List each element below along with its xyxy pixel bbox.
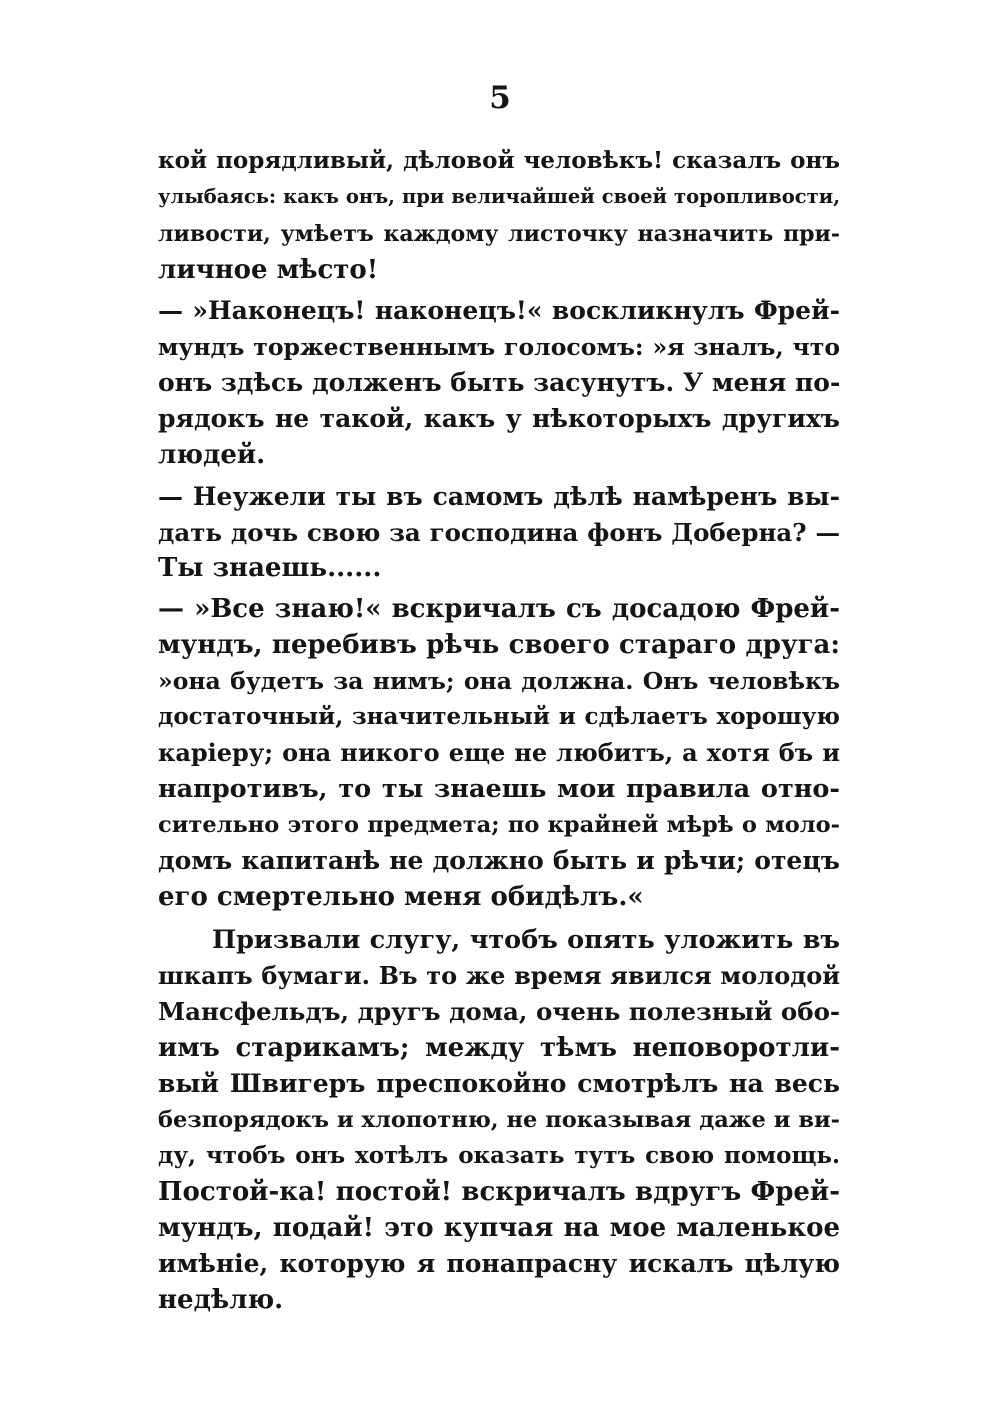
text-line: вый Швигеръ преспокойно смотрѣлъ на весь [158, 1069, 840, 1098]
text-line: Призвали слугу, чтобъ опять уложить въ [212, 925, 840, 955]
page-number: 5 [489, 80, 511, 116]
text-line: недѣлю. [158, 1285, 284, 1315]
text-line: онъ здѣсь долженъ быть засунутъ. У меня по- [158, 368, 841, 397]
text-line: напротивъ, то ты знаешь мои правила отно- [158, 774, 840, 804]
text-line: мундъ, подай! это купчая на мое маленькое [158, 1213, 840, 1243]
text-line: мундъ, перебивъ рѣчь своего стараго друга: [158, 630, 840, 660]
text-line: личное мѣсто! [158, 255, 379, 285]
text-line: ливости, умѣетъ каждому листочку назначить при- [158, 221, 840, 247]
text-line: имъ старикамъ; между тѣмъ неповоротли- [158, 1033, 840, 1063]
text-line: шкапъ бумаги. Въ то же время явился молодой [158, 961, 840, 990]
text-line: улыбаясь: какъ онъ, при величайшей своей торопливости, [158, 185, 840, 208]
text-line: ду, чтобъ онъ хотѣлъ оказать тутъ свою помощь. [158, 1142, 840, 1169]
text-line: Мансфельдъ, другъ дома, очень полезный обо- [158, 997, 841, 1026]
text-line: — Неужели ты въ самомъ дѣлѣ намѣренъ вы- [158, 482, 840, 511]
text-line: дать дочь свою за господина фонъ Доберна? — [158, 518, 840, 547]
text-line: имѣнiе, которую я понапрасну искалъ цѣлую [158, 1249, 840, 1278]
text-line: его смертельно меня обидѣлъ.« [158, 882, 644, 912]
text-line: Постой-ка! постой! вскричалъ вдругъ Фрей- [158, 1177, 840, 1207]
text-line: — »Наконецъ! наконецъ!« воскликнулъ Фрей- [158, 296, 840, 325]
text-line: домъ капитанѣ не должно быть и рѣчи; отецъ [158, 846, 840, 875]
text-line: кой порядливый, дѣловой человѣкъ! сказалъ онъ [158, 147, 840, 174]
text-line: безпорядокъ и хлопотню, не показывая даже и ви- [158, 1107, 840, 1133]
text-line: рядокъ не такой, какъ у нѣкоторыхъ другихъ [158, 404, 840, 433]
text-line: »она будетъ за нимъ; она должна. Онъ человѣкъ [158, 667, 840, 695]
text-line: людей. [158, 440, 266, 470]
text-line: сительно этого предмета; по крайней мѣрѣ о моло- [158, 812, 840, 838]
text-line: Ты знаешь...... [158, 553, 382, 583]
text-line: мундъ торжественнымъ голосомъ: »я зналъ, что [158, 333, 840, 361]
text-line: достаточный, значительный и сдѣлаетъ хорошую [158, 703, 840, 730]
text-line: — »Все знаю!« вскричалъ съ досадою Фрей- [158, 594, 840, 624]
text-line: карiеру; она никого еще не любитъ, а хотя бъ и [158, 738, 840, 767]
